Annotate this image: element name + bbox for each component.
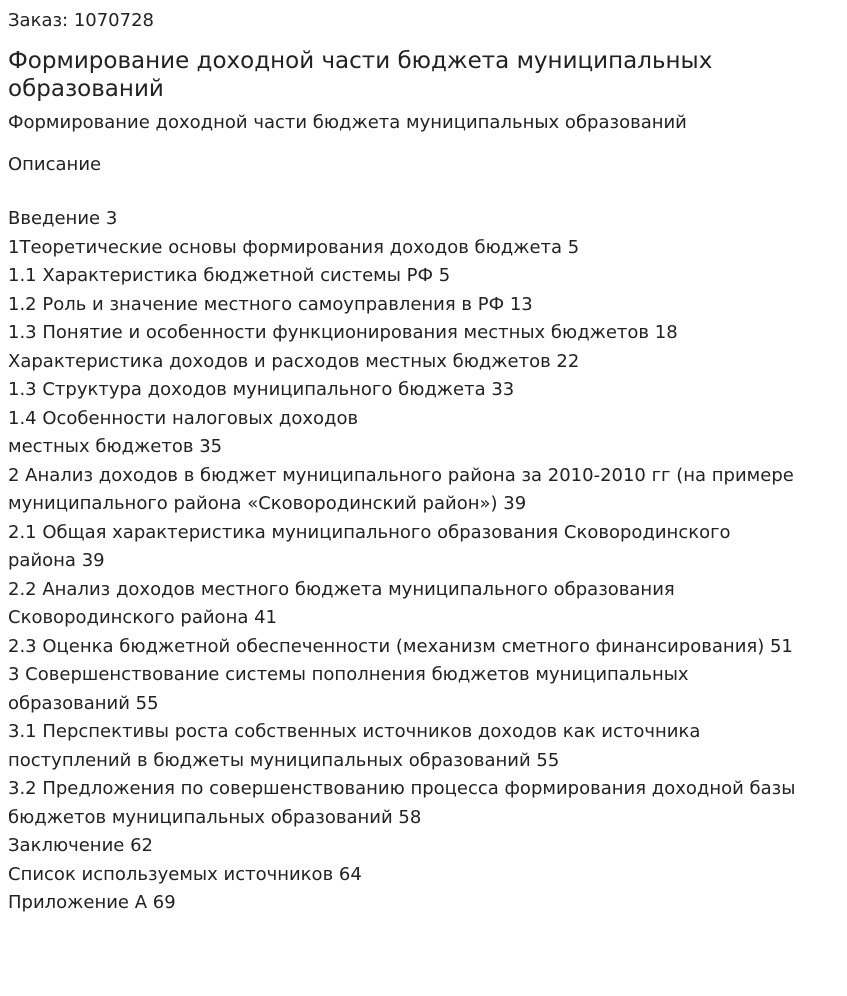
toc-line: муниципального района «Сковородинский район») 39 <box>8 493 527 514</box>
toc-line: 1.3 Понятие и особенности функционирования местных бюджетов 18 <box>8 322 678 343</box>
toc-line: 3 Совершенствование системы пополнения бюджетов муниципальных <box>8 664 689 685</box>
toc-line: 3.2 Предложения по совершенствованию процесса формирования доходной базы <box>8 778 796 799</box>
toc-line: 1.4 Особенности налоговых доходов <box>8 407 359 429</box>
toc-line: 3.1 Перспективы роста собственных источников доходов как источника <box>8 721 701 742</box>
toc-line: 2.3 Оценка бюджетной обеспеченности (механизм сметного финансирования) 51 <box>8 635 793 657</box>
table-of-contents <box>8 205 839 918</box>
toc-line: образований 55 <box>8 692 159 714</box>
toc-line: Список используемых источников 64 <box>8 863 362 885</box>
toc-line: поступлений в бюджеты муниципальных образований 55 <box>8 749 560 771</box>
toc-line: Введение 3 <box>8 208 118 229</box>
toc-line: 2.1 Общая характеристика муниципального образования Сковородинского <box>8 521 731 543</box>
toc-line: местных бюджетов 35 <box>8 436 223 457</box>
toc-line: 2.2 Анализ доходов местного бюджета муниципального образования <box>8 578 675 600</box>
toc-line: Приложение А 69 <box>8 892 176 913</box>
toc-line: Сковородинского района 41 <box>8 607 277 628</box>
toc-line: 1Теоретические основы формирования доходов бюджета 5 <box>8 236 580 258</box>
toc-line: Заключение 62 <box>8 835 153 856</box>
toc-line: 1.1 Характеристика бюджетной системы РФ 5 <box>8 265 451 286</box>
toc-line: района 39 <box>8 550 105 571</box>
description-heading: Описание <box>8 154 102 175</box>
toc-line: Характеристика доходов и расходов местных бюджетов 22 <box>8 350 580 372</box>
toc-line: бюджетов муниципальных образований 58 <box>8 806 422 828</box>
order-number: Заказ: 1070728 <box>8 10 154 31</box>
toc-line: 1.3 Структура доходов муниципального бюджета 33 <box>8 379 515 400</box>
page-title: Формирование доходной части бюджета муниципальных образований <box>8 48 713 102</box>
page-subtitle: Формирование доходной части бюджета муниципальных образований <box>8 112 687 133</box>
toc-line: 1.2 Роль и значение местного самоуправления в РФ 13 <box>8 293 533 315</box>
toc-line: 2 Анализ доходов в бюджет муниципального района за 2010-2010 гг (на примере <box>8 464 794 486</box>
